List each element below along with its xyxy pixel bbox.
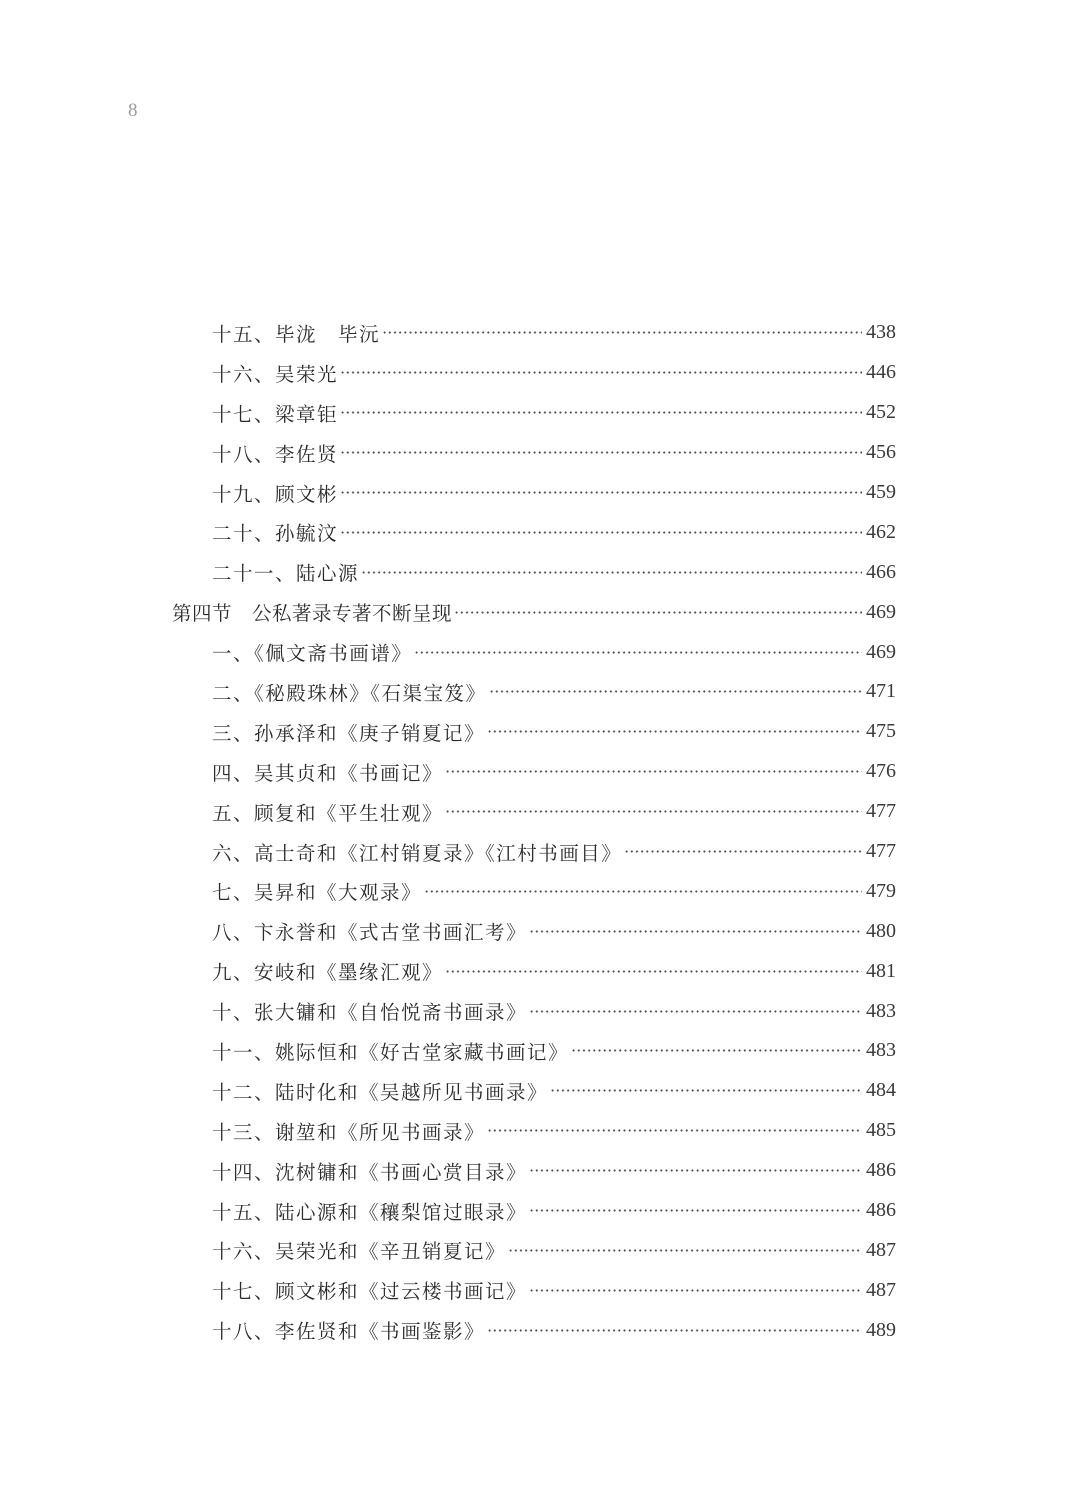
toc-entry-title: 十五、毕泷 毕沅 <box>212 319 380 347</box>
toc-entry-page-number: 483 <box>866 1039 896 1062</box>
toc-entry[interactable] <box>0 1151 1080 1191</box>
dot-leader <box>445 810 862 813</box>
toc-entry[interactable] <box>0 1031 1080 1071</box>
dot-leader <box>340 491 862 494</box>
dot-leader <box>529 1209 862 1212</box>
dot-leader <box>340 531 862 534</box>
toc-entry-page-number: 481 <box>866 959 896 982</box>
dot-leader <box>487 1329 862 1332</box>
dot-leader <box>571 1049 862 1052</box>
toc-entry[interactable] <box>0 911 1080 951</box>
toc-entry-page-number: 476 <box>866 760 896 783</box>
dot-leader <box>489 690 862 693</box>
toc-entry-page-number: 452 <box>866 401 896 424</box>
toc-entry-title: 二十一、陆心源 <box>212 558 359 586</box>
toc-entry[interactable] <box>0 792 1080 832</box>
toc-entry-title: 十、张大镛和《自怡悦斋书画录》 <box>212 997 527 1025</box>
toc-entry[interactable] <box>0 1230 1080 1270</box>
toc-entry[interactable] <box>0 832 1080 872</box>
dot-leader <box>445 970 862 973</box>
toc-section-entry[interactable] <box>0 592 1080 632</box>
toc-entry[interactable] <box>0 951 1080 991</box>
dot-leader <box>340 451 862 454</box>
toc-entry[interactable] <box>0 871 1080 911</box>
toc-entry-page-number: 469 <box>866 600 896 623</box>
toc-entry-title: 十八、李佐贤 <box>212 439 338 467</box>
toc-entry-title: 十七、顾文彬和《过云楼书画记》 <box>212 1276 527 1304</box>
dot-leader <box>550 1089 862 1092</box>
toc-entry-page-number: 487 <box>866 1238 896 1261</box>
toc-entry-title: 十一、姚际恒和《好古堂家藏书画记》 <box>212 1037 569 1065</box>
dot-leader <box>487 1129 862 1132</box>
toc-entry[interactable] <box>0 552 1080 592</box>
toc-entry-page-number: 486 <box>866 1159 896 1182</box>
toc-entry-title: 十八、李佐贤和《书画鉴影》 <box>212 1316 485 1344</box>
toc-entry-page-number: 484 <box>866 1079 896 1102</box>
toc-entry-page-number: 477 <box>866 800 896 823</box>
toc-entry[interactable] <box>0 512 1080 552</box>
toc-entry-title: 十二、陆时化和《吴越所见书画录》 <box>212 1077 548 1105</box>
toc-entry[interactable] <box>0 672 1080 712</box>
toc-entry[interactable] <box>0 353 1080 393</box>
dot-leader <box>361 571 862 574</box>
dot-leader <box>529 1010 862 1013</box>
dot-leader <box>529 930 862 933</box>
dot-leader <box>340 371 862 374</box>
toc-entry[interactable] <box>0 1310 1080 1350</box>
toc-entry-page-number: 480 <box>866 919 896 942</box>
dot-leader <box>340 411 862 414</box>
toc-entry-page-number: 486 <box>866 1199 896 1222</box>
toc-entry[interactable] <box>0 1111 1080 1151</box>
toc-entry-title: 十五、陆心源和《穰梨馆过眼录》 <box>212 1197 527 1225</box>
toc-entry-title: 四、吴其贞和《书画记》 <box>212 758 443 786</box>
toc-entry-page-number: 466 <box>866 560 896 583</box>
toc-entry-title: 二十、孙毓汶 <box>212 518 338 546</box>
toc-entry-title: 九、安岐和《墨缘汇观》 <box>212 957 443 985</box>
toc-entry-page-number: 471 <box>866 680 896 703</box>
page-number: 8 <box>128 100 138 121</box>
toc-entry-page-number: 456 <box>866 441 896 464</box>
toc-entry-title: 二、《秘殿珠林》《石渠宝笈》 <box>212 678 487 706</box>
dot-leader <box>487 730 862 733</box>
toc-entry-page-number: 469 <box>866 640 896 663</box>
table-of-contents <box>0 313 1080 1350</box>
toc-entry-title: 十六、吴荣光和《辛丑销夏记》 <box>212 1236 506 1264</box>
toc-entry[interactable] <box>0 991 1080 1031</box>
dot-leader <box>529 1169 862 1172</box>
toc-entry[interactable] <box>0 1191 1080 1231</box>
dot-leader <box>424 890 862 893</box>
toc-entry-page-number: 489 <box>866 1318 896 1341</box>
toc-entry[interactable] <box>0 433 1080 473</box>
toc-entry[interactable] <box>0 712 1080 752</box>
toc-entry-page-number: 475 <box>866 720 896 743</box>
toc-entry[interactable] <box>0 473 1080 513</box>
toc-entry[interactable] <box>0 1270 1080 1310</box>
toc-entry-title: 第四节 公私著录专著不断呈现 <box>172 598 452 626</box>
toc-entry-title: 十七、梁章钜 <box>212 399 338 427</box>
toc-entry-title: 三、孙承泽和《庚子销夏记》 <box>212 718 485 746</box>
toc-entry-page-number: 462 <box>866 520 896 543</box>
toc-entry-page-number: 477 <box>866 840 896 863</box>
toc-entry[interactable] <box>0 632 1080 672</box>
dot-leader <box>508 1249 862 1252</box>
toc-entry-page-number: 483 <box>866 999 896 1022</box>
toc-entry-title: 十六、吴荣光 <box>212 359 338 387</box>
toc-entry-title: 十九、顾文彬 <box>212 479 338 507</box>
toc-entry-title: 六、高士奇和《江村销夏录》《江村书画目》 <box>212 838 622 866</box>
dot-leader <box>454 611 862 614</box>
toc-entry[interactable] <box>0 752 1080 792</box>
dot-leader <box>445 770 862 773</box>
dot-leader <box>624 850 862 853</box>
toc-entry-page-number: 438 <box>866 321 896 344</box>
toc-entry-page-number: 487 <box>866 1278 896 1301</box>
toc-entry-title: 十三、谢堃和《所见书画录》 <box>212 1117 485 1145</box>
toc-entry-title: 七、吴昇和《大观录》 <box>212 877 422 905</box>
toc-entry[interactable] <box>0 393 1080 433</box>
dot-leader <box>382 331 862 334</box>
toc-entry-page-number: 459 <box>866 481 896 503</box>
dot-leader <box>414 651 862 654</box>
toc-entry-title: 八、卞永誉和《式古堂书画汇考》 <box>212 917 527 945</box>
toc-entry-title: 一、《佩文斋书画谱》 <box>212 638 412 666</box>
toc-entry-page-number: 479 <box>866 879 896 902</box>
toc-entry[interactable] <box>0 313 1080 353</box>
dot-leader <box>529 1289 862 1292</box>
toc-entry-title: 五、顾复和《平生壮观》 <box>212 798 443 826</box>
toc-entry[interactable] <box>0 1071 1080 1111</box>
toc-entry-page-number: 446 <box>866 361 896 384</box>
toc-entry-title: 十四、沈树镛和《书画心赏目录》 <box>212 1157 527 1185</box>
toc-entry-page-number: 485 <box>866 1119 896 1142</box>
